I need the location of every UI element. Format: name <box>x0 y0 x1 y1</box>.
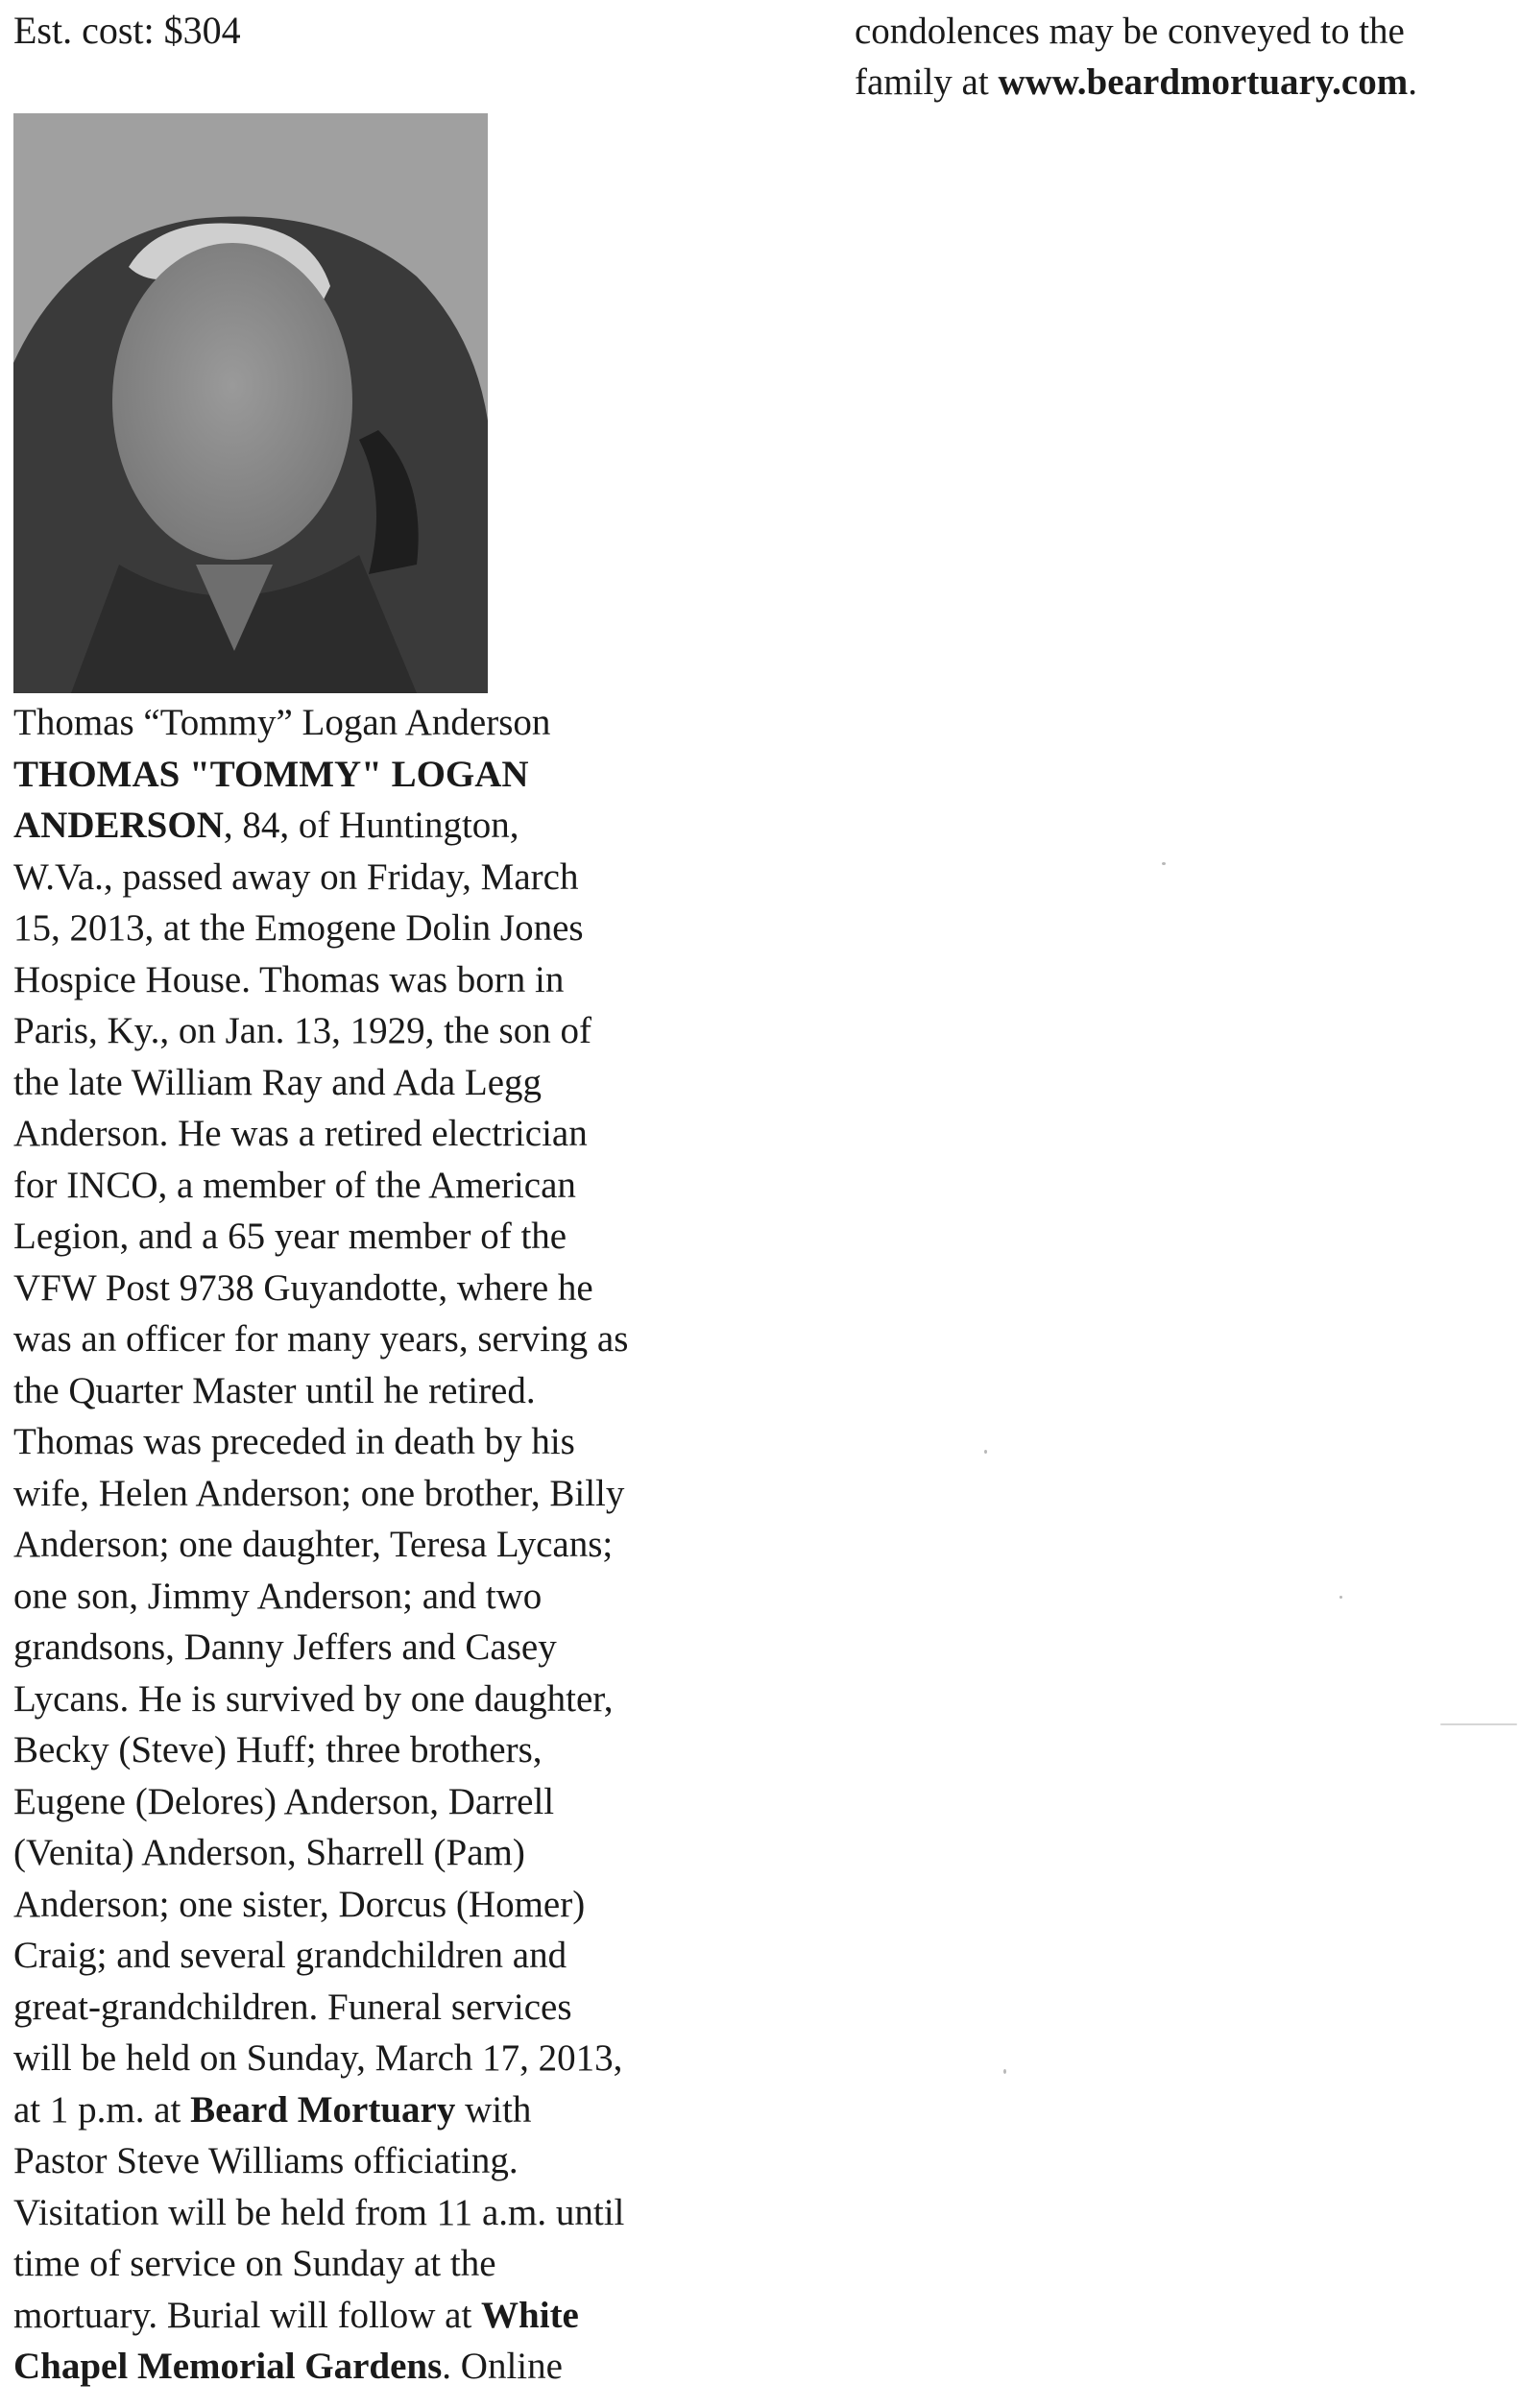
right-column <box>855 6 1517 108</box>
text-line <box>13 2084 743 2136</box>
text-segment: Legion, and a 65 year member of the <box>13 1216 567 1257</box>
text-segment: the late William Ray and Ada Legg <box>13 1061 543 1103</box>
scan-speck <box>1003 2069 1006 2074</box>
text-line <box>13 1365 743 1417</box>
text-segment: Lycans. He is survived by one daughter, <box>13 1677 614 1720</box>
bold-text: Beard Mortuary <box>190 2088 456 2131</box>
text-line <box>13 1674 743 1725</box>
text-line <box>13 1160 743 1212</box>
text-segment: Thomas “Tommy” Logan Anderson <box>13 702 551 743</box>
scan-speck <box>984 1450 987 1454</box>
scan-mark <box>1440 1723 1517 1725</box>
text-line <box>13 1468 743 1520</box>
text-line <box>855 57 1517 108</box>
text-line <box>13 1263 743 1314</box>
estimated-cost: Est. cost: $304 <box>13 9 241 52</box>
text-segment: Anderson; one sister, Dorcus (Homer) <box>13 1883 586 1925</box>
text-line <box>13 2238 743 2290</box>
text-segment: Visitation will be held from 11 a.m. until <box>13 2191 625 2233</box>
text-segment: with <box>455 2088 532 2131</box>
text-segment: grandsons, Danny Jeffers and Casey <box>13 1626 557 1668</box>
text-segment: family at <box>855 61 999 103</box>
text-segment: for INCO, a member of the American <box>13 1164 576 1206</box>
left-column <box>13 0 743 56</box>
text-segment: wife, Helen Anderson; one brother, Billy <box>13 1472 625 1514</box>
text-segment: (Venita) Anderson, Sharrell (Pam) <box>13 1832 525 1873</box>
text-segment: Pastor Steve Williams officiating. <box>13 2140 519 2181</box>
text-segment: will be held on Sunday, March 17, 2013, <box>13 2037 623 2079</box>
text-line <box>13 800 743 852</box>
text-line <box>13 1519 743 1571</box>
bold-text: Chapel Memorial Gardens <box>13 2346 443 2387</box>
text-line <box>855 6 1517 57</box>
text-segment: condolences may be conveyed to the <box>855 11 1405 52</box>
text-line <box>13 1416 743 1468</box>
text-segment: 15, 2013, at the Emogene Dolin Jones <box>13 907 584 949</box>
obituary-continuation <box>855 6 1517 108</box>
bold-text: THOMAS "TOMMY" LOGAN <box>13 753 529 795</box>
text-segment: VFW Post 9738 Guyandotte, where he <box>13 1266 593 1309</box>
text-line <box>13 1057 743 1109</box>
text-line <box>13 1930 743 1982</box>
portrait-photo-icon <box>13 113 488 693</box>
text-segment: Craig; and several grandchildren and <box>13 1935 567 1976</box>
text-line <box>13 1622 743 1674</box>
text-line <box>13 1005 743 1057</box>
scan-speck <box>1339 1596 1342 1599</box>
text-segment: Paris, Ky., on Jan. 13, 1929, the son of <box>13 1010 591 1051</box>
text-segment: Anderson. He was a retired electrician <box>13 1113 588 1154</box>
portrait-photo <box>13 113 488 693</box>
bold-text: White <box>481 2294 579 2336</box>
text-line <box>13 749 743 801</box>
text-segment: great-grandchildren. Funeral services <box>13 1986 572 2028</box>
text-segment: at 1 p.m. at <box>13 2088 191 2131</box>
scan-speck <box>1162 862 1166 865</box>
text-segment: Eugene (Delores) Anderson, Darrell <box>13 1780 555 1822</box>
text-line <box>13 2187 743 2239</box>
text-segment: time of service on Sunday at the <box>13 2243 496 2284</box>
text-segment: the Quarter Master until he retired. <box>13 1369 536 1411</box>
text-line <box>13 1571 743 1623</box>
text-segment: W.Va., passed away on Friday, March <box>13 855 579 898</box>
text-line <box>13 2341 743 2393</box>
text-segment: Becky (Steve) Huff; three brothers, <box>13 1729 543 1770</box>
text-segment: . <box>1408 61 1417 103</box>
text-line <box>13 852 743 903</box>
bold-text: ANDERSON <box>13 805 224 846</box>
text-segment: one son, Jimmy Anderson; and two <box>13 1575 543 1617</box>
text-line <box>13 1879 743 1931</box>
text-line <box>13 2290 743 2342</box>
text-line <box>13 1827 743 1879</box>
text-line <box>13 697 743 749</box>
text-segment: Thomas was preceded in death by his <box>13 1421 575 1462</box>
text-line <box>13 954 743 1006</box>
text-line <box>13 903 743 954</box>
obituary-body <box>13 697 743 2393</box>
text-segment: Hospice House. Thomas was born in <box>13 958 565 1000</box>
bold-text: www.beardmortuary.com <box>998 61 1409 103</box>
text-line <box>13 1776 743 1828</box>
text-segment: mortuary. Burial will follow at <box>13 2294 482 2336</box>
text-line <box>13 1211 743 1263</box>
text-segment: , 84, of Huntington, <box>223 805 519 846</box>
text-line <box>13 2033 743 2084</box>
text-line <box>13 2135 743 2187</box>
text-segment: Anderson; one daughter, Teresa Lycans; <box>13 1524 614 1565</box>
text-line <box>13 1982 743 2034</box>
text-line <box>13 1724 743 1776</box>
text-line <box>13 1313 743 1365</box>
text-line <box>13 1108 743 1160</box>
text-segment: . Online <box>442 2346 563 2387</box>
text-segment: was an officer for many years, serving as <box>13 1318 629 1360</box>
